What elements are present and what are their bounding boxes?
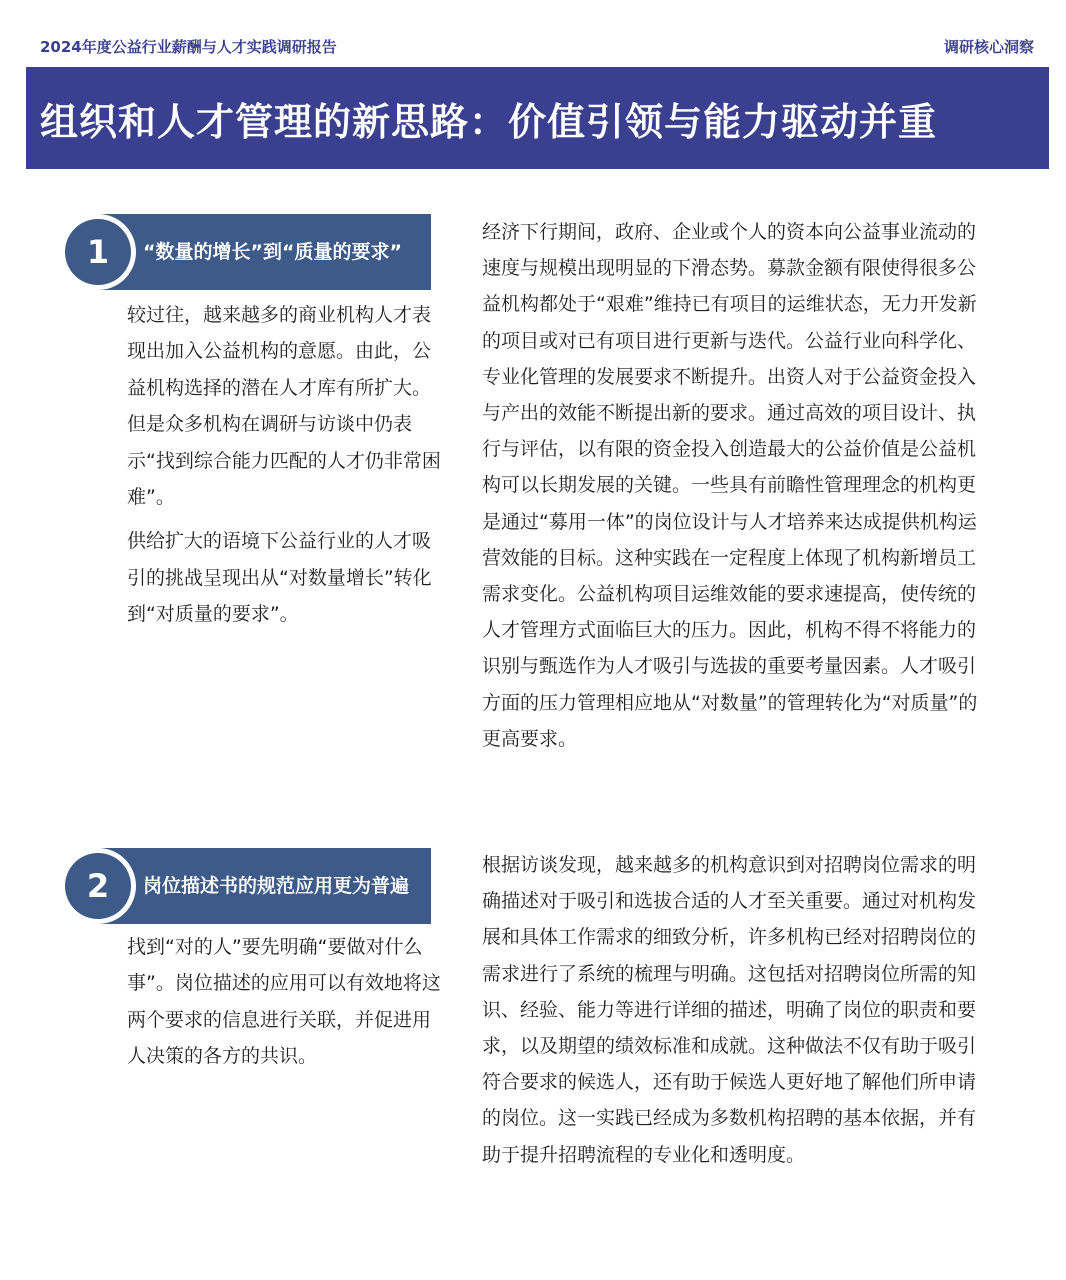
- summary-paragraph: 较过往，越来越多的商业机构人才表现出加入公益机构的意愿。由此，公益机构选择的潜在人才库有所扩大。但是众多机构在调研与访谈中仍表示“找到综合能力匹配的人才仍非常困难”。: [127, 304, 441, 509]
- report-title: 2024年度公益行业薪酬与人才实践调研报告: [40, 38, 337, 56]
- section-heading: “数量的增长”到“质量的要求”: [143, 241, 402, 263]
- page-title: 组织和人才管理的新思路：价值引领与能力驱动并重: [40, 99, 938, 144]
- section-heading: 岗位描述书的规范应用更为普遍: [143, 875, 410, 897]
- section-summary: [127, 297, 443, 641]
- number-badge: 1: [65, 219, 131, 285]
- section-body: 经济下行期间，政府、企业或个人的资本向公益事业流动的速度与规模出现明显的下滑态势。募款金额有限使得很多公益机构都处于“艰难”维持已有项目的运维状态，无力开发新的项目或对已有项目进行更新与迭代。公益行业向科学化、专业化管理的发展要求不断提升。出资人对于公益资金投入与产出的效能不断提出新的要求。通过高效的项目设计、执行与评估，以有限的资金投入创造最大的公益价值是公益机构可以长期发展的关键。一些具有前瞻性管理理念的机构更是通过“募用一体”的岗位设计与人才培养来达成提供机构运营效能的目标。这种实践在一定程度上体现了机构新增员工需求变化。公益机构项目运维效能的要求速提高，使传统的人才管理方式面临巨大的压力。因此，机构不得不将能力的识别与甄选作为人才吸引与选拔的重要考量因素。人才吸引方面的压力管理相应地从“对数量”的管理转化为“对质量”的更高要求。: [482, 221, 978, 750]
- section-tag: 调研核心洞察: [943, 38, 1034, 56]
- section-summary: [127, 929, 443, 1083]
- title-banner: [26, 67, 1049, 169]
- summary-paragraph: 供给扩大的语境下公益行业的人才吸引的挑战呈现出从“对数量增长”转化到“对质量的要求”。: [127, 530, 432, 626]
- section-body: 根据访谈发现，越来越多的机构意识到对招聘岗位需求的明确描述对于吸引和选拔合适的人才至关重要。通过对机构发展和具体工作需求的细致分析，许多机构已经对招聘岗位的需求进行了系统的梳理与明确。这包括对招聘岗位所需的知识、经验、能力等进行详细的描述，明确了岗位的职责和要求，以及期望的绩效标准和成就。这种做法不仅有助于吸引符合要求的候选人，还有助于候选人更好地了解他们所申请的岗位。这一实践已经成为多数机构招聘的基本依据，并有助于提升招聘流程的专业化和透明度。: [482, 854, 977, 1166]
- number-badge: 2: [65, 853, 131, 919]
- summary-paragraph: 找到“对的人”要先明确“要做对什么事”。岗位描述的应用可以有效地将这两个要求的信息进行关联，并促进用人决策的各方的共识。: [127, 936, 441, 1068]
